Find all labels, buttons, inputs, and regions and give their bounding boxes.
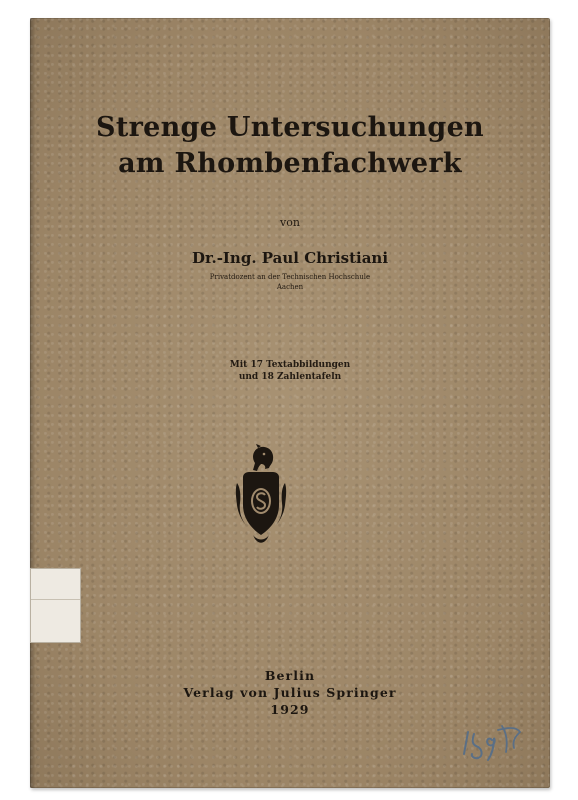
title-line-1: Strenge Untersuchungen [96, 112, 484, 143]
library-sticker [30, 568, 81, 643]
book-title [30, 110, 550, 182]
title-line-2: am Rhombenfachwerk [118, 148, 462, 179]
affiliation-line-1: Privatdozent an der Technischen Hochschule [209, 273, 371, 281]
publisher-city: Berlin [264, 668, 316, 683]
publisher-block [30, 667, 550, 718]
handwritten-pencil-mark [458, 718, 526, 762]
author-name: Dr.-Ing. Paul Christiani [191, 249, 389, 267]
illustrations-note [30, 359, 550, 383]
illustrations-line-2: und 18 Zahlentafeln [238, 372, 342, 382]
affiliation-line-2: Aachen [276, 283, 304, 291]
illustrations-line-1: Mit 17 Textabbildungen [229, 360, 351, 370]
publication-year: 1929 [270, 702, 310, 717]
book-cover [30, 18, 550, 788]
by-label: von [280, 216, 300, 229]
springer-horse-logo-icon [233, 443, 289, 545]
publisher-name: Verlag von Julius Springer [183, 685, 397, 700]
author-affiliation [30, 272, 550, 292]
